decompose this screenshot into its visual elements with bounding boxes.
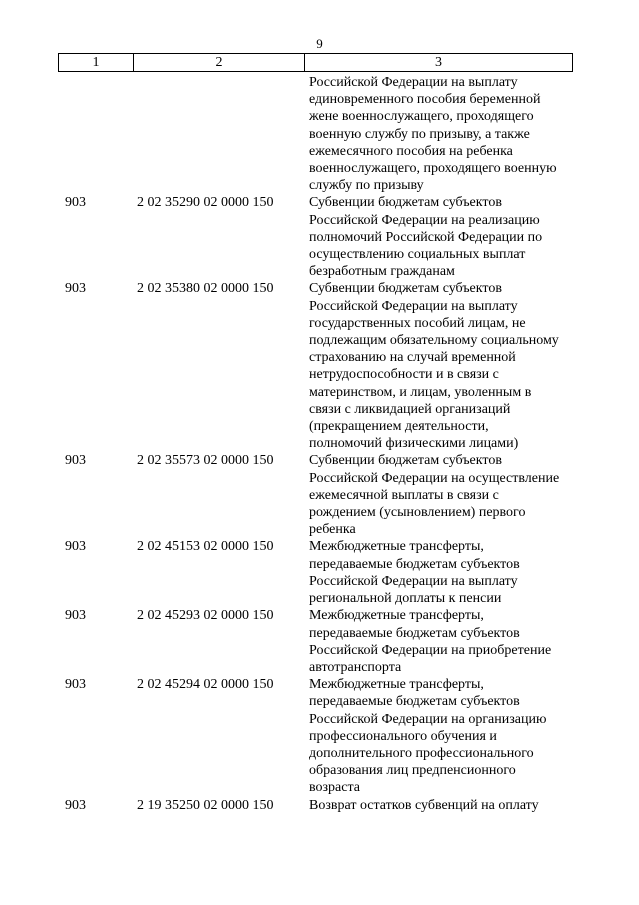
description-line: Субвенции бюджетам субъектов — [309, 453, 502, 469]
description-line: передаваемые бюджетам субъектов — [309, 556, 520, 572]
description-line: (прекращением деятельности, — [309, 419, 489, 435]
description-line: Возврат остатков субвенций на оплату — [309, 797, 539, 813]
classification-code: 2 02 45294 02 0000 150 — [137, 677, 274, 693]
table-body — [0, 74, 639, 814]
description — [309, 74, 574, 194]
description-line: материнством, и лицам, уволенным в — [309, 384, 532, 400]
admin-code: 903 — [65, 797, 86, 813]
table-row — [0, 607, 639, 676]
classification-code: 2 02 45153 02 0000 150 — [137, 539, 274, 555]
header-col-1: 1 — [59, 54, 134, 71]
description-line: подлежащим обязательному социальному — [309, 333, 559, 349]
description-line: региональной доплаты к пенсии — [309, 591, 502, 607]
description-line: образования лиц предпенсионного — [309, 763, 516, 779]
description-line: службу по призыву — [309, 178, 424, 194]
description-line: Межбюджетные трансферты, — [309, 677, 484, 693]
classification-code: 2 19 35250 02 0000 150 — [137, 797, 274, 813]
classification-code: 2 02 35380 02 0000 150 — [137, 281, 274, 297]
table-row — [0, 280, 639, 452]
admin-code: 903 — [65, 539, 86, 555]
description — [309, 280, 574, 452]
table-row — [0, 676, 639, 796]
description-line: ежемесячной выплаты в связи с — [309, 487, 499, 503]
description — [309, 797, 574, 814]
admin-code: 903 — [65, 453, 86, 469]
description-line: страхованию на случай временной — [309, 350, 516, 366]
description-line: передаваемые бюджетам субъектов — [309, 694, 520, 710]
table-row — [0, 74, 639, 194]
description-line: военную службу по призыву, а также — [309, 126, 530, 142]
classification-code: 2 02 35573 02 0000 150 — [137, 453, 274, 469]
table-row — [0, 452, 639, 538]
description-line: военнослужащего, проходящего военную — [309, 161, 557, 177]
description-line: ежемесячного пособия на ребенка — [309, 143, 513, 159]
description — [309, 538, 574, 607]
description-line: государственных пособий лицам, не — [309, 315, 526, 331]
table-row — [0, 797, 639, 814]
description-line: Субвенции бюджетам субъектов — [309, 281, 502, 297]
classification-code: 2 02 45293 02 0000 150 — [137, 608, 274, 624]
description-line: возраста — [309, 780, 360, 796]
description-line: Российской Федерации на приобретение — [309, 642, 552, 658]
description-line: ребенка — [309, 522, 356, 538]
description-line: Российской Федерации на организацию — [309, 711, 547, 727]
description-line: Российской Федерации на выплату — [309, 573, 518, 589]
description-line: профессионального обучения и — [309, 728, 497, 744]
description — [309, 194, 574, 280]
description-line: рождением (усыновлением) первого — [309, 505, 526, 521]
description — [309, 607, 574, 676]
description — [309, 452, 574, 538]
description-line: Российской Федерации на выплату — [309, 298, 518, 314]
admin-code: 903 — [65, 195, 86, 211]
description-line: Российской Федерации на выплату — [309, 75, 518, 90]
table-row — [0, 538, 639, 607]
description-line: жене военнослужащего, проходящего — [309, 109, 534, 125]
header-col-2: 2 — [134, 54, 305, 71]
description-line: осуществлению социальных выплат — [309, 247, 526, 263]
table-row — [0, 194, 639, 280]
description-line: автотранспорта — [309, 659, 402, 675]
description-line: Российской Федерации на реализацию — [309, 212, 540, 228]
description-line: дополнительного профессионального — [309, 745, 534, 761]
classification-code: 2 02 35290 02 0000 150 — [137, 195, 274, 211]
description-line: Межбюджетные трансферты, — [309, 539, 484, 555]
header-col-3: 3 — [435, 55, 442, 70]
page-number: 9 — [316, 36, 323, 51]
description-line: передаваемые бюджетам субъектов — [309, 625, 520, 641]
description-line: нетрудоспособности и в связи с — [309, 367, 499, 383]
description-line: безработным гражданам — [309, 264, 455, 280]
admin-code: 903 — [65, 281, 86, 297]
description-line: связи с ликвидацией организаций — [309, 401, 511, 417]
admin-code: 903 — [65, 608, 86, 624]
admin-code: 903 — [65, 677, 86, 693]
description-line: Межбюджетные трансферты, — [309, 608, 484, 624]
description-line: полномочий физическими лицами) — [309, 436, 519, 452]
description-line: Субвенции бюджетам субъектов — [309, 195, 502, 211]
description-line: единовременного пособия беременной — [309, 92, 541, 108]
description-line: Российской Федерации на осуществление — [309, 470, 560, 486]
description — [309, 676, 574, 796]
description-line: полномочий Российской Федерации по — [309, 229, 543, 245]
table-header — [58, 53, 573, 72]
